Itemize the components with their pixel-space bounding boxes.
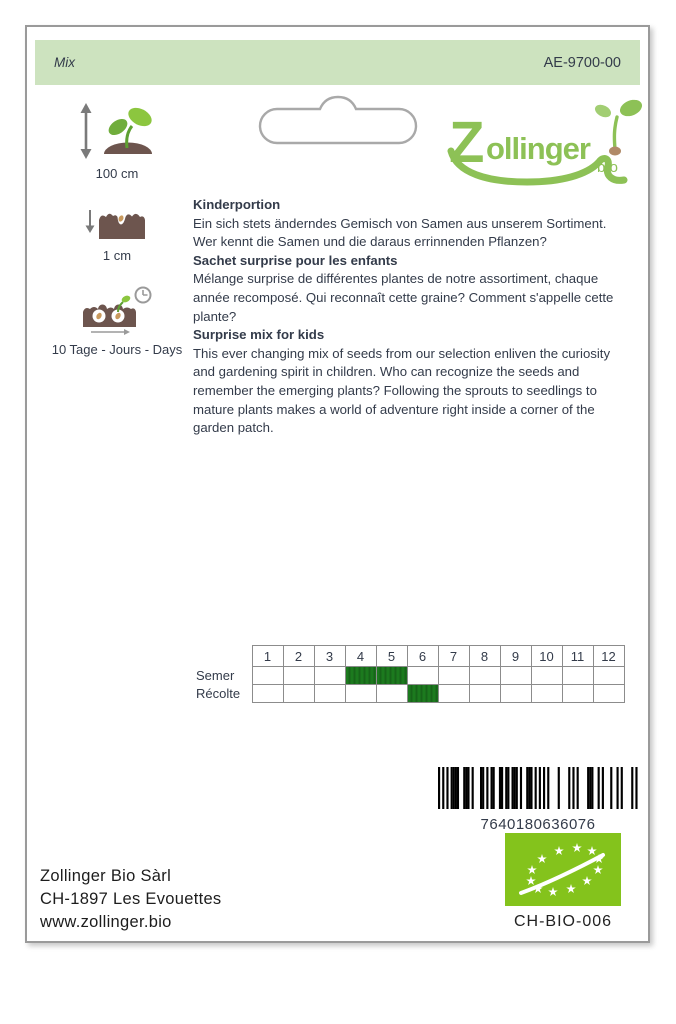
plant-height-icon bbox=[75, 101, 159, 161]
calendar-cell bbox=[531, 685, 562, 703]
spec-plant-height bbox=[37, 101, 197, 181]
calendar-month-header: 8 bbox=[469, 646, 500, 667]
calendar-month-header: 5 bbox=[376, 646, 407, 667]
eu-organic-leaf-icon bbox=[505, 833, 621, 906]
description-title-en: Surprise mix for kids bbox=[193, 327, 325, 343]
company-website: www.zollinger.bio bbox=[40, 913, 172, 931]
company-name: Zollinger Bio Sàrl bbox=[40, 867, 172, 885]
spec-sowing-depth bbox=[37, 205, 197, 263]
hang-hole bbox=[240, 90, 436, 150]
germination-time-label: 10 Tage - Jours - Days bbox=[51, 342, 183, 357]
calendar-cell bbox=[283, 685, 314, 703]
calendar-cell bbox=[562, 685, 593, 703]
calendar-month-header: 6 bbox=[407, 646, 438, 667]
calendar-cell bbox=[562, 667, 593, 685]
calendar-cell bbox=[531, 667, 562, 685]
spec-germination-time bbox=[37, 285, 197, 357]
sowing-depth-label: 1 cm bbox=[102, 248, 132, 263]
plant-height-label: 100 cm bbox=[95, 166, 139, 181]
company-info bbox=[40, 865, 221, 934]
calendar-cell bbox=[500, 667, 531, 685]
calendar-cell bbox=[593, 667, 624, 685]
calendar-month-header: 4 bbox=[345, 646, 376, 667]
calendar-cell bbox=[376, 685, 407, 703]
organic-certification-code: CH-BIO-006 bbox=[513, 913, 613, 930]
description-text-en: This ever changing mix of seeds from our selection enliven the curiosity and gardening spirit in children. Who can recognize the seeds and remember the emerging plants? Following the sprouts to seedlings to mature plants makes a world of adventure right inside a corner of the garden patch. bbox=[193, 345, 611, 436]
calendar-cell bbox=[314, 667, 345, 685]
calendar-cell bbox=[314, 685, 345, 703]
logo-sprout-icon bbox=[593, 97, 645, 156]
logo-bio: bio bbox=[597, 159, 619, 176]
sowing-calendar bbox=[195, 645, 625, 703]
calendar-month-header: 1 bbox=[252, 646, 283, 667]
barcode bbox=[423, 767, 653, 833]
calendar-cell bbox=[593, 685, 624, 703]
description-text-de: Ein sich stets änderndes Gemisch von Samen aus unserem Sortiment. Wer kennt die Samen und die daraus errinnenden Pflanzen? bbox=[193, 215, 607, 250]
company-address: CH-1897 Les Evouettes bbox=[40, 890, 222, 908]
calendar-cell bbox=[345, 685, 376, 703]
calendar-month-header: 9 bbox=[500, 646, 531, 667]
calendar-cell bbox=[469, 685, 500, 703]
article-number: AE-9700-00 bbox=[543, 54, 621, 71]
calendar-month-header: 10 bbox=[531, 646, 562, 667]
calendar-cell bbox=[252, 667, 283, 685]
barcode-bars bbox=[436, 767, 640, 809]
header-bar bbox=[35, 40, 640, 85]
calendar-corner bbox=[195, 646, 252, 667]
sowing-depth-icon bbox=[81, 205, 153, 243]
calendar-cell bbox=[283, 667, 314, 685]
zollinger-logo bbox=[445, 91, 647, 195]
calendar-cell bbox=[376, 667, 407, 685]
description-block bbox=[193, 196, 617, 438]
variety-name: Mix bbox=[54, 55, 75, 70]
calendar-cell bbox=[407, 667, 438, 685]
calendar-row-label: Semer bbox=[196, 668, 235, 683]
barcode-number: 7640180636076 bbox=[480, 816, 596, 833]
eu-organic-block bbox=[505, 833, 621, 931]
seed-packet-back bbox=[25, 25, 650, 943]
description-title-de: Kinderportion bbox=[193, 197, 281, 212]
calendar-row-label: Récolte bbox=[196, 686, 241, 701]
logo-rest: ollinger bbox=[486, 131, 590, 166]
calendar-month-header: 2 bbox=[283, 646, 314, 667]
calendar-cell bbox=[438, 685, 469, 703]
calendar-cell bbox=[407, 685, 438, 703]
calendar-cell bbox=[345, 667, 376, 685]
calendar-cell bbox=[438, 667, 469, 685]
logo-z: Z bbox=[449, 110, 485, 175]
calendar-month-header: 7 bbox=[438, 646, 469, 667]
calendar-month-header: 12 bbox=[593, 646, 624, 667]
calendar-month-header: 11 bbox=[562, 646, 593, 667]
calendar-cell bbox=[500, 685, 531, 703]
calendar-cell bbox=[252, 685, 283, 703]
germination-time-icon bbox=[73, 285, 161, 337]
calendar-cell bbox=[469, 667, 500, 685]
description-text-fr: Mélange surprise de différentes plantes de notre assortiment, chaque année recomposé. Qui reconnaît cette graine? Comment s'appelle cette plante? bbox=[193, 271, 614, 324]
calendar-month-header: 3 bbox=[314, 646, 345, 667]
description-title-fr: Sachet surprise pour les enfants bbox=[193, 252, 398, 268]
